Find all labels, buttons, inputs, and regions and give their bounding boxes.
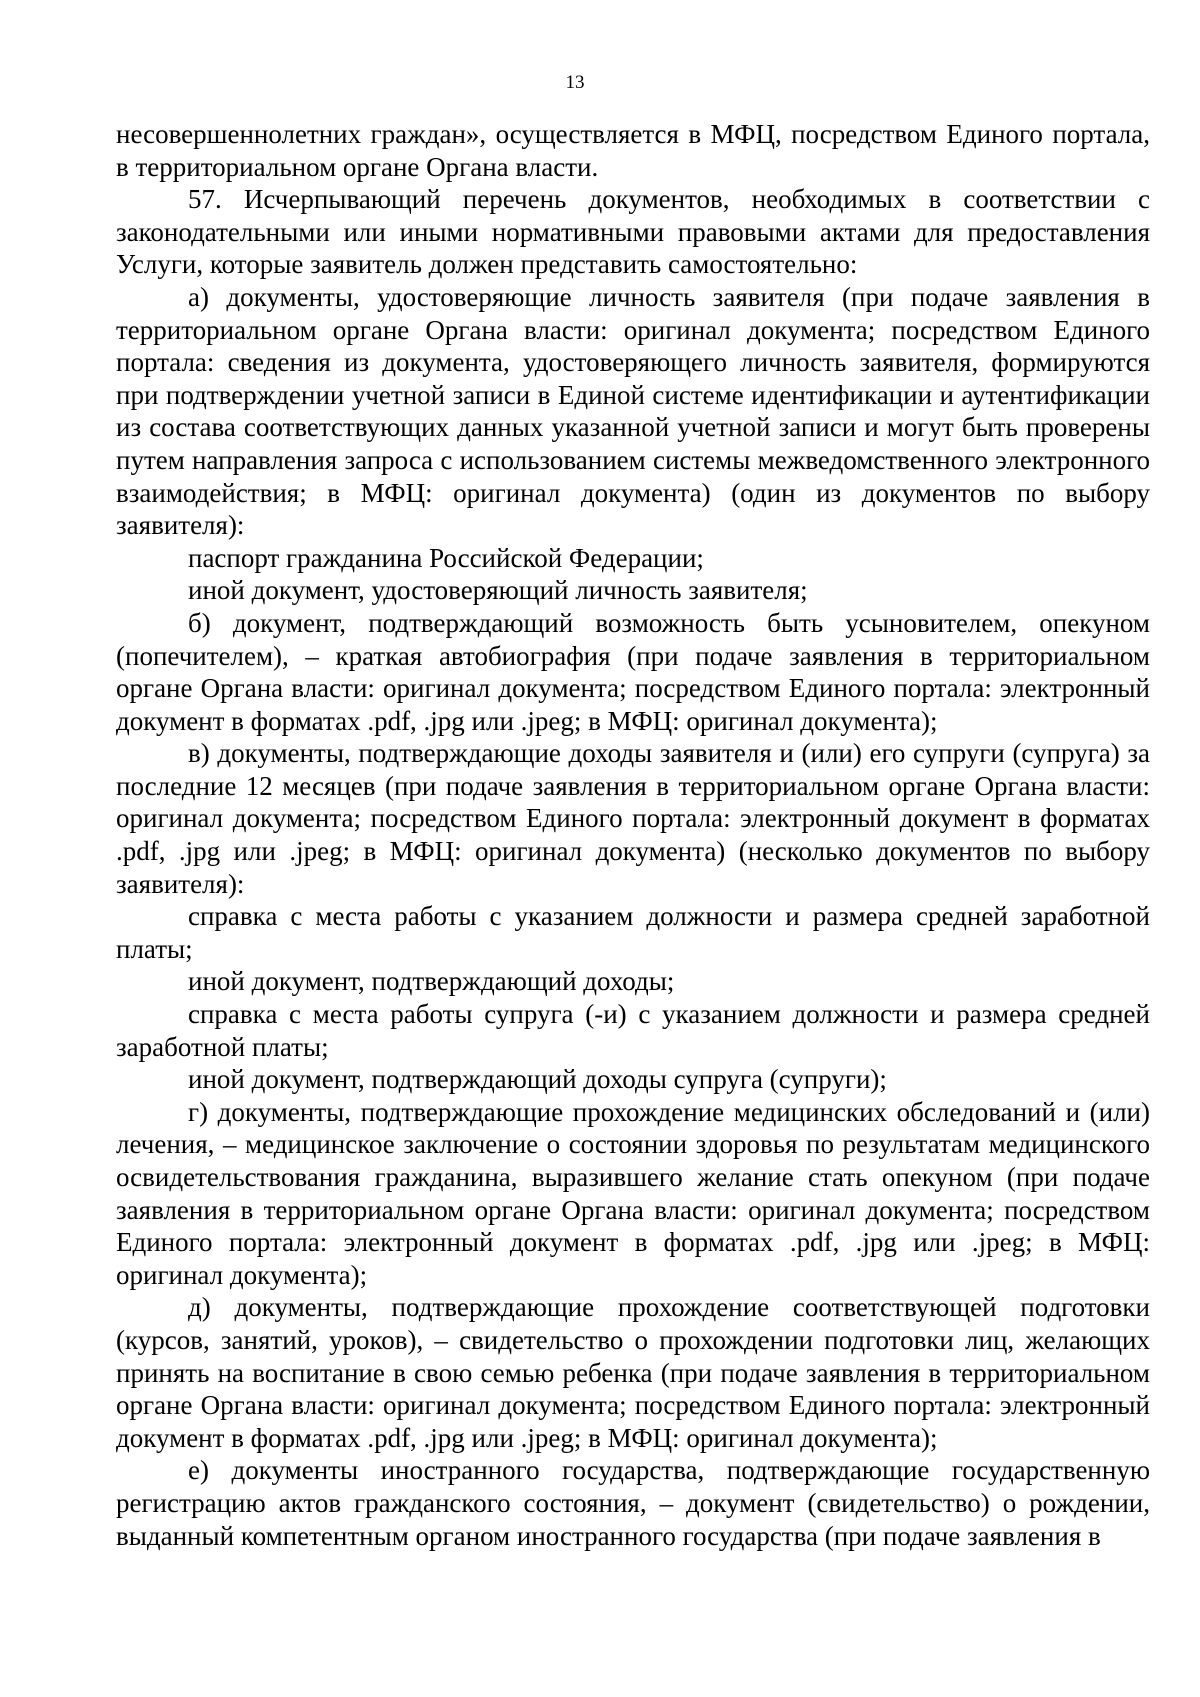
paragraph-item-g: г) документы, подтверждающие прохождение медицинских обследований и (или) лечения, – медицинское заключение о состоянии здоровья по результатам медицинского освидетельствования гражданина, выразившего желание стать опекуном (при подаче заявления в территориальном органе Органа власти: оригинал документа; посредством Единого портала: электронный документ в форматах .pdf, .jpg или .jpeg; в МФЦ: оригинал документа); (116, 1096, 1150, 1290)
paragraph-work-certificate: справка с места работы с указанием должности и размера средней заработной платы; (116, 901, 1150, 964)
paragraph-item-b: б) документ, подтверждающий возможность быть усыновителем, опекуном (попечителем), – краткая автобиография (при подаче заявления в территориальном органе Органа власти: оригинал документа; посредством Единого портала: электронный документ в форматах .pdf, .jpg или .jpeg; в МФЦ: оригинал документа); (116, 607, 1150, 736)
page-number: 13 (565, 72, 585, 93)
paragraph-other-id-document: иной документ, удостоверяющий личность заявителя; (188, 575, 808, 606)
paragraph-spouse-income-document: иной документ, подтверждающий доходы супруга (супруги); (188, 1064, 887, 1095)
paragraph-other-income-document: иной документ, подтверждающий доходы; (188, 966, 675, 997)
paragraph-item-d: д) документы, подтверждающие прохождение соответствующей подготовки (курсов, занятий, уроков), – свидетельство о прохождении подготовки лиц, желающих принять на воспитание в свою семью ребенка (при подаче заявления в территориальном органе Органа власти: оригинал документа; посредством Единого портала: электронный документ в форматах .pdf, .jpg или .jpeg; в МФЦ: оригинал документа); (116, 1292, 1150, 1453)
paragraph-continuation: несовершеннолетних граждан», осуществляется в МФЦ, посредством Единого портала, в территориальном органе Органа власти. (116, 119, 1150, 182)
paragraph-spouse-work-certificate: справка с места работы супруга (-и) с указанием должности и размера средней заработной платы; (116, 999, 1150, 1062)
paragraph-57: 57. Исчерпывающий перечень документов, необходимых в соответствии с законодательными или иными нормативными правовыми актами для предоставления Услуги, которые заявитель должен представить самостоятельно: (116, 184, 1150, 280)
paragraph-item-v: в) документы, подтверждающие доходы заявителя и (или) его супруги (супруга) за последние 12 месяцев (при подаче заявления в территориальном органе Органа власти: оригинал документа; посредством Единого портала: электронный документ в форматах .pdf, .jpg или .jpeg; в МФЦ: оригинал документа) (несколько документов по выбору заявителя): (116, 738, 1150, 899)
paragraph-item-e: е) документы иностранного государства, подтверждающие государственную регистрацию актов гражданского состояния, – документ (свидетельство) о рождении, выданный компетентным органом иностранного государства (при подаче заявления в (116, 1455, 1150, 1551)
paragraph-passport: паспорт гражданина Российской Федерации; (188, 542, 704, 573)
paragraph-item-a: а) документы, удостоверяющие личность заявителя (при подаче заявления в территориальном органе Органа власти: оригинал документа; посредством Единого портала: сведения из документа, удостоверяющего личность заявителя, формируются при подтверждении учетной записи в Единой системе идентификации и аутентификации из состава соответствующих данных указанной учетной записи и могут быть проверены путем направления запроса с использованием системы межведомственного электронного взаимодействия; в МФЦ: оригинал документа) (один из документов по выбору заявителя): (116, 281, 1150, 541)
document-body (116, 118, 1150, 1552)
